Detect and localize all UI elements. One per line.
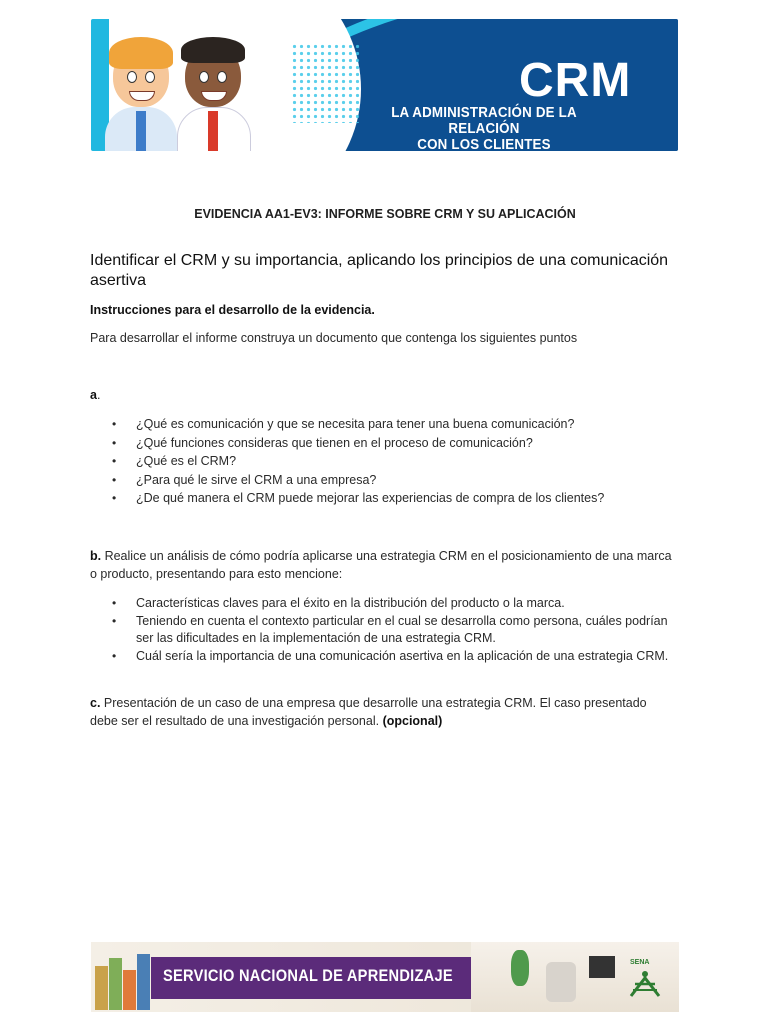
list-item: • ¿Qué funciones consideras que tienen en el proceso de comunicación? bbox=[108, 434, 678, 453]
illustration-man-blond bbox=[101, 37, 181, 151]
banner-subtitle-line2: CON LOS CLIENTES bbox=[417, 137, 551, 151]
instructions-heading: Instrucciones para el desarrollo de la evidencia. bbox=[90, 303, 375, 317]
footer-institution-name: SERVICIO NACIONAL DE APRENDIZAJE bbox=[163, 966, 453, 985]
section-b-label: b. bbox=[90, 549, 102, 563]
intro-paragraph: Para desarrollar el informe construya un documento que contenga los siguientes puntos bbox=[90, 331, 578, 345]
section-b-list bbox=[108, 595, 678, 665]
banner-subtitle-line1: LA ADMINISTRACIÓN DE LA RELACIÓN bbox=[391, 105, 577, 137]
section-c-label: c. bbox=[90, 696, 101, 710]
sena-logo-label: SENA bbox=[630, 959, 650, 966]
footer-banner bbox=[91, 942, 679, 1012]
section-a-list bbox=[108, 415, 678, 508]
chair-illustration bbox=[546, 962, 576, 1002]
list-item: • ¿Qué es comunicación y que se necesita para tener una buena comunicación? bbox=[108, 415, 678, 434]
monitor-illustration bbox=[589, 956, 615, 978]
list-item: • Cuál sería la importancia de una comunicación asertiva en la aplicación de una estrategia CRM. bbox=[108, 648, 678, 666]
banner-title: CRM bbox=[519, 54, 632, 107]
list-item: • Teniendo en cuenta el contexto particular en el cual se desarrolla como persona, cuáles podrían ser las dificultades en la implementación de una estrategia CRM. bbox=[108, 613, 678, 648]
banner-subtitle bbox=[363, 105, 604, 151]
list-item: • Características claves para el éxito en la distribución del producto o la marca. bbox=[108, 595, 678, 613]
optional-note: (opcional) bbox=[382, 713, 443, 728]
section-c-paragraph: c. Presentación de un caso de una empresa que desarrolle una estrategia CRM. El caso presentado debe ser el resultado de una investigación personal. (opcional) bbox=[90, 696, 647, 728]
illustration-man-dark-hair bbox=[173, 37, 253, 151]
list-item: • ¿De qué manera el CRM puede mejorar las experiencias de compra de los clientes? bbox=[108, 489, 678, 508]
plant-illustration bbox=[511, 950, 529, 986]
list-item: • ¿Para qué le sirve el CRM a una empresa? bbox=[108, 471, 678, 490]
banner-dot-pattern bbox=[291, 43, 361, 123]
books-illustration bbox=[95, 950, 159, 1010]
main-heading: Identificar el CRM y su importancia, aplicando los principios de una comunicación asertiva bbox=[90, 252, 669, 289]
list-item: • ¿Qué es el CRM? bbox=[108, 452, 678, 471]
section-b-paragraph: b. Realice un análisis de cómo podría aplicarse una estrategia CRM en el posicionamiento de una marca o producto, presentando para esto mencione: bbox=[90, 549, 672, 581]
section-a-label: a. bbox=[90, 388, 101, 402]
header-banner bbox=[91, 19, 678, 151]
document-title: EVIDENCIA AA1-EV3: INFORME SOBRE CRM Y SU APLICACIÓN bbox=[194, 207, 576, 221]
